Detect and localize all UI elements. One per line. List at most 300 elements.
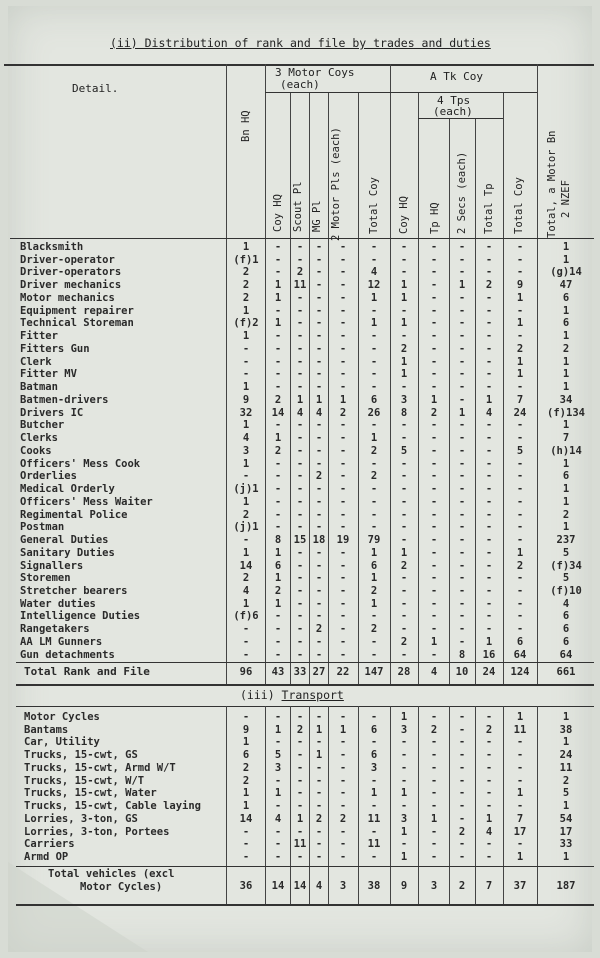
table-cell: - xyxy=(458,470,466,483)
transport-title xyxy=(240,688,344,702)
table-cell: - xyxy=(485,291,493,304)
rank-total-cell: 22 xyxy=(336,666,350,678)
transport-cell: - xyxy=(485,774,493,787)
row-label: Orderlies xyxy=(20,470,77,483)
transport-cell: - xyxy=(370,711,378,723)
table-cell: - xyxy=(370,508,378,521)
transport-row-label: Motor Cycles xyxy=(24,711,100,723)
table-cell: 1 xyxy=(458,279,466,292)
table-cell: - xyxy=(430,330,438,343)
table-cell: 34 xyxy=(559,393,573,406)
table-cell: - xyxy=(458,546,466,559)
transport-cell: 54 xyxy=(559,812,573,825)
transport-cell: - xyxy=(315,825,323,838)
vehicle-total-label-2: Motor Cycles) xyxy=(80,881,163,893)
table-cell: - xyxy=(339,559,347,572)
transport-cell: 4 xyxy=(274,812,282,825)
table-cell: - xyxy=(400,419,408,432)
table-cell: - xyxy=(430,304,438,317)
transport-cell: - xyxy=(339,825,347,838)
table-cell: 5 xyxy=(516,444,524,457)
transport-cell: - xyxy=(296,749,304,762)
table-cell: - xyxy=(315,648,323,661)
table-cell: 5 xyxy=(400,444,408,457)
transport-cell: - xyxy=(516,749,524,762)
row-label: Medical Orderly xyxy=(20,483,115,496)
table-cell: - xyxy=(370,253,378,266)
transport-cell: - xyxy=(315,787,323,800)
transport-cell: 4 xyxy=(485,825,493,838)
transport-row-label: Bantams xyxy=(24,723,69,736)
table-cell: 2 xyxy=(274,444,282,457)
transport-cell: 17 xyxy=(559,825,573,838)
table-cell: 18 xyxy=(312,534,326,547)
table-cell: 6 xyxy=(562,470,570,483)
transport-cell: - xyxy=(430,761,438,774)
transport-cell: - xyxy=(430,774,438,787)
table-cell: 1 xyxy=(274,572,282,585)
transport-cell: - xyxy=(274,838,282,851)
row-label: Clerks xyxy=(20,432,58,445)
row-label: Intelligence Duties xyxy=(20,610,141,623)
table-cell: 4 xyxy=(296,406,304,419)
transport-cell: - xyxy=(485,800,493,813)
transport-cell: - xyxy=(430,736,438,749)
table-cell: - xyxy=(458,342,466,355)
transport-cell: - xyxy=(400,736,408,749)
table-cell: 47 xyxy=(559,279,573,292)
table-cell: 1 xyxy=(274,432,282,445)
rank-total-cell: 661 xyxy=(556,666,576,678)
row-label: Batmen-drivers xyxy=(20,393,109,406)
table-cell: - xyxy=(296,521,304,534)
rank-total-cell: 33 xyxy=(293,666,307,678)
table-cell: - xyxy=(296,610,304,623)
transport-cell: - xyxy=(315,838,323,851)
transport-row-label: Trucks, 15-cwt, Water xyxy=(24,787,157,800)
table-cell: - xyxy=(485,368,493,381)
transport-row-label: Armd OP xyxy=(24,851,69,864)
table-cell: - xyxy=(516,330,524,343)
table-cell: 7 xyxy=(562,432,570,445)
table-cell: (h)14 xyxy=(550,444,582,457)
transport-cell: 2 xyxy=(242,761,250,774)
transport-cell: - xyxy=(339,774,347,787)
transport-cell: 3 xyxy=(400,812,408,825)
row-label: Stretcher bearers xyxy=(20,584,128,597)
transport-cell: - xyxy=(516,800,524,813)
transport-cell: 2 xyxy=(562,774,570,787)
table-cell: 1 xyxy=(562,419,570,432)
transport-cell: - xyxy=(516,774,524,787)
table-cell: - xyxy=(339,342,347,355)
table-cell: 14 xyxy=(239,559,253,572)
table-cell: 24 xyxy=(513,406,527,419)
transport-cell: - xyxy=(458,812,466,825)
table-cell: - xyxy=(485,534,493,547)
row-label: Fitter MV xyxy=(20,368,77,381)
table-cell: 2 xyxy=(339,406,347,419)
table-cell: 1 xyxy=(562,483,570,496)
table-cell: - xyxy=(274,419,282,432)
rank-total-cell: 27 xyxy=(312,666,326,678)
table-cell: - xyxy=(274,330,282,343)
rank-total-cell: 124 xyxy=(510,666,530,678)
table-cell: 64 xyxy=(513,648,527,661)
table-cell: - xyxy=(339,266,347,279)
transport-cell: 2 xyxy=(430,723,438,736)
transport-cell: - xyxy=(242,711,250,723)
table-cell: - xyxy=(315,241,323,253)
transport-cell: - xyxy=(370,825,378,838)
table-cell: - xyxy=(339,546,347,559)
vehicle-total-cell: 2 xyxy=(458,880,466,892)
table-cell: - xyxy=(458,368,466,381)
table-cell: 1 xyxy=(400,279,408,292)
table-cell: - xyxy=(458,483,466,496)
table-cell: 1 xyxy=(562,368,570,381)
table-cell: 1 xyxy=(400,317,408,330)
transport-cell: - xyxy=(296,851,304,864)
row-label: Blacksmith xyxy=(20,241,84,253)
vehicle-total-cell: 14 xyxy=(293,880,307,892)
table-cell: 7 xyxy=(516,393,524,406)
table-cell: - xyxy=(339,253,347,266)
table-cell: - xyxy=(400,648,408,661)
table-cell: 6 xyxy=(562,317,570,330)
table-cell: - xyxy=(458,381,466,394)
table-cell: - xyxy=(274,623,282,636)
table-cell: - xyxy=(315,457,323,470)
table-cell: - xyxy=(339,279,347,292)
table-cell: 1 xyxy=(315,393,323,406)
transport-cell: - xyxy=(485,749,493,762)
vehicle-total-cell: 3 xyxy=(430,880,438,892)
rank-total-cell: 10 xyxy=(455,666,469,678)
transport-cell: 17 xyxy=(513,825,527,838)
transport-cell: 1 xyxy=(516,787,524,800)
table-cell: - xyxy=(458,304,466,317)
vehicle-total-cell: 3 xyxy=(339,880,347,892)
table-cell: - xyxy=(296,444,304,457)
table-cell: 1 xyxy=(516,355,524,368)
table-cell: - xyxy=(458,253,466,266)
table-cell: - xyxy=(274,381,282,394)
table-cell: - xyxy=(400,241,408,253)
transport-cell: 1 xyxy=(562,736,570,749)
table-cell: 6 xyxy=(370,559,378,572)
table-cell: - xyxy=(370,521,378,534)
table-cell: - xyxy=(516,253,524,266)
table-cell: - xyxy=(339,508,347,521)
header-total-tp: Total Tp xyxy=(483,183,495,234)
col-rule xyxy=(226,706,227,906)
table-cell: - xyxy=(339,241,347,253)
transport-cell: - xyxy=(400,749,408,762)
header-mg-pl: MG Pl xyxy=(311,200,323,232)
table-cell: - xyxy=(400,432,408,445)
transport-cell: - xyxy=(516,736,524,749)
transport-cell: - xyxy=(370,736,378,749)
table-cell: - xyxy=(274,635,282,648)
table-cell: - xyxy=(400,381,408,394)
table-cell: - xyxy=(485,610,493,623)
group-rule xyxy=(418,118,503,119)
vehicle-total-cell: 7 xyxy=(485,880,493,892)
table-cell: - xyxy=(274,266,282,279)
table-cell: - xyxy=(370,241,378,253)
table-cell: 2 xyxy=(400,559,408,572)
table-cell: 6 xyxy=(562,635,570,648)
table-cell: - xyxy=(296,572,304,585)
table-cell: (f)1 xyxy=(233,253,259,266)
table-cell: - xyxy=(516,381,524,394)
table-cell: - xyxy=(339,368,347,381)
table-cell: - xyxy=(430,291,438,304)
table-cell: 1 xyxy=(562,521,570,534)
transport-cell: 1 xyxy=(562,851,570,864)
table-cell: - xyxy=(516,572,524,585)
header-4-tps-sub: (each) xyxy=(433,105,473,118)
table-cell: 5 xyxy=(562,546,570,559)
transport-cell: - xyxy=(430,825,438,838)
table-cell: - xyxy=(370,342,378,355)
table-cell: - xyxy=(315,355,323,368)
table-cell: 2 xyxy=(296,266,304,279)
table-cell: 1 xyxy=(430,635,438,648)
rank-total-cell: 28 xyxy=(397,666,411,678)
transport-cell: - xyxy=(296,787,304,800)
table-cell: 2 xyxy=(400,635,408,648)
table-cell: 2 xyxy=(242,291,250,304)
table-cell: - xyxy=(296,355,304,368)
col-rule xyxy=(449,706,450,906)
table-cell: - xyxy=(458,508,466,521)
table-cell: - xyxy=(400,470,408,483)
table-cell: 6 xyxy=(516,635,524,648)
table-cell: - xyxy=(485,508,493,521)
transport-cell: - xyxy=(485,787,493,800)
transport-cell: 24 xyxy=(559,749,573,762)
table-cell: - xyxy=(485,457,493,470)
table-cell: 1 xyxy=(516,546,524,559)
table-cell: - xyxy=(516,470,524,483)
table-cell: - xyxy=(370,483,378,496)
table-cell: - xyxy=(339,457,347,470)
table-cell: 8 xyxy=(400,406,408,419)
transport-cell: - xyxy=(315,851,323,864)
row-label: Water duties xyxy=(20,597,96,610)
row-label: Equipment repairer xyxy=(20,304,134,317)
table-cell: - xyxy=(370,610,378,623)
table-cell: 2 xyxy=(274,393,282,406)
table-cell: - xyxy=(296,597,304,610)
col-rule xyxy=(290,706,291,906)
row-label: Fitter xyxy=(20,330,58,343)
table-cell: - xyxy=(400,584,408,597)
vehicle-total-cell: 14 xyxy=(271,880,285,892)
transport-cell: 3 xyxy=(400,723,408,736)
table-cell: - xyxy=(274,521,282,534)
transport-cell: 6 xyxy=(242,749,250,762)
header-total-bn-note: 2 NZEF xyxy=(560,180,572,218)
transport-cell: - xyxy=(315,711,323,723)
table-cell: - xyxy=(296,483,304,496)
row-label: Gun detachments xyxy=(20,648,115,661)
table-cell: 1 xyxy=(562,495,570,508)
table-cell: - xyxy=(516,241,524,253)
table-cell: - xyxy=(339,584,347,597)
table-cell: 2 xyxy=(562,508,570,521)
transport-cell: 2 xyxy=(458,825,466,838)
table-cell: - xyxy=(296,508,304,521)
transport-cell: - xyxy=(458,749,466,762)
table-cell: - xyxy=(339,597,347,610)
table-cell: - xyxy=(485,241,493,253)
table-cell: - xyxy=(458,355,466,368)
transport-row-label: Lorries, 3-ton, GS xyxy=(24,812,138,825)
table-cell: 2 xyxy=(242,279,250,292)
transport-cell: - xyxy=(296,736,304,749)
table-cell: 1 xyxy=(242,304,250,317)
table-cell: 2 xyxy=(315,470,323,483)
table-cell: - xyxy=(296,241,304,253)
table-cell: 2 xyxy=(400,342,408,355)
table-cell: - xyxy=(485,432,493,445)
table-cell: - xyxy=(400,266,408,279)
transport-cell: - xyxy=(370,774,378,787)
row-label: AA LM Gunners xyxy=(20,635,103,648)
table-cell: - xyxy=(458,291,466,304)
table-cell: - xyxy=(430,470,438,483)
table-cell: - xyxy=(296,291,304,304)
table-cell: - xyxy=(274,368,282,381)
transport-cell: 1 xyxy=(562,711,570,723)
table-cell: 1 xyxy=(242,597,250,610)
header-atk-coy: A Tk Coy xyxy=(430,70,483,83)
table-cell: 4 xyxy=(485,406,493,419)
row-label: Signallers xyxy=(20,559,84,572)
header-scout-pl: Scout Pl xyxy=(292,181,304,232)
table-cell: 6 xyxy=(562,291,570,304)
transport-cell: - xyxy=(315,774,323,787)
header-tp-hq: Tp HQ xyxy=(429,202,441,234)
table-cell: - xyxy=(370,330,378,343)
transport-cell: 5 xyxy=(274,749,282,762)
row-label: Officers' Mess Waiter xyxy=(20,495,153,508)
transport-cell: - xyxy=(430,787,438,800)
table-cell: - xyxy=(485,559,493,572)
rank-total-cell: 24 xyxy=(482,666,496,678)
transport-cell: - xyxy=(430,800,438,813)
table-cell: - xyxy=(430,444,438,457)
table-cell: - xyxy=(339,495,347,508)
transport-cell: - xyxy=(458,711,466,723)
transport-cell: - xyxy=(458,851,466,864)
table-cell: 237 xyxy=(556,534,576,547)
table-cell: - xyxy=(458,419,466,432)
table-cell: - xyxy=(516,584,524,597)
table-cell: - xyxy=(339,521,347,534)
table-cell: - xyxy=(315,317,323,330)
transport-cell: - xyxy=(339,851,347,864)
transport-cell: - xyxy=(339,787,347,800)
table-cell: - xyxy=(430,610,438,623)
table-cell: - xyxy=(296,584,304,597)
table-cell: - xyxy=(400,253,408,266)
table-cell: - xyxy=(430,495,438,508)
table-cell: - xyxy=(400,623,408,636)
table-cell: - xyxy=(296,546,304,559)
table-cell: - xyxy=(458,610,466,623)
table-cell: - xyxy=(430,317,438,330)
table-cell: - xyxy=(339,635,347,648)
transport-cell: 7 xyxy=(516,812,524,825)
header-detail: Detail. xyxy=(72,82,119,95)
transport-cell: - xyxy=(274,825,282,838)
table-cell: - xyxy=(516,419,524,432)
table-cell: - xyxy=(315,444,323,457)
transport-cell: 1 xyxy=(562,800,570,813)
row-label: Clerk xyxy=(20,355,52,368)
transport-cell: - xyxy=(458,800,466,813)
table-cell: 1 xyxy=(370,546,378,559)
table-cell: - xyxy=(274,253,282,266)
table-cell: - xyxy=(296,559,304,572)
table-cell: - xyxy=(430,648,438,661)
transport-cell: - xyxy=(485,711,493,723)
table-cell: - xyxy=(485,355,493,368)
table-cell: 26 xyxy=(367,406,381,419)
table-cell: 2 xyxy=(370,470,378,483)
table-cell: 1 xyxy=(458,406,466,419)
header-atk-total-coy: Total Coy xyxy=(513,177,525,234)
col-rule xyxy=(309,706,310,906)
table-cell: - xyxy=(516,508,524,521)
transport-cell: - xyxy=(516,838,524,851)
table-cell: 19 xyxy=(336,534,350,547)
transport-row-label: Lorries, 3-ton, Portees xyxy=(24,825,170,838)
table-cell: - xyxy=(296,317,304,330)
table-cell: 1 xyxy=(516,317,524,330)
table-cell: - xyxy=(400,330,408,343)
table-cell: - xyxy=(296,419,304,432)
row-label: Rangetakers xyxy=(20,623,90,636)
transport-cell: - xyxy=(274,711,282,723)
header-bottom-rule xyxy=(10,238,594,239)
table-cell: 1 xyxy=(274,546,282,559)
table-cell: 12 xyxy=(367,279,381,292)
table-cell: - xyxy=(296,623,304,636)
table-cell: 14 xyxy=(271,406,285,419)
transport-cell: - xyxy=(242,825,250,838)
table-cell: - xyxy=(370,457,378,470)
table-cell: 1 xyxy=(370,432,378,445)
transport-cell: 11 xyxy=(367,838,381,851)
transport-cell: 1 xyxy=(242,787,250,800)
table-cell: 1 xyxy=(274,279,282,292)
table-cell: - xyxy=(516,304,524,317)
table-cell: - xyxy=(400,457,408,470)
table-cell: 1 xyxy=(370,291,378,304)
rank-total-cell: 43 xyxy=(271,666,285,678)
transport-cell: 1 xyxy=(400,825,408,838)
table-cell: (j)1 xyxy=(233,483,259,496)
transport-cell: - xyxy=(339,749,347,762)
table-cell: - xyxy=(430,342,438,355)
table-cell: - xyxy=(370,355,378,368)
table-cell: - xyxy=(315,432,323,445)
